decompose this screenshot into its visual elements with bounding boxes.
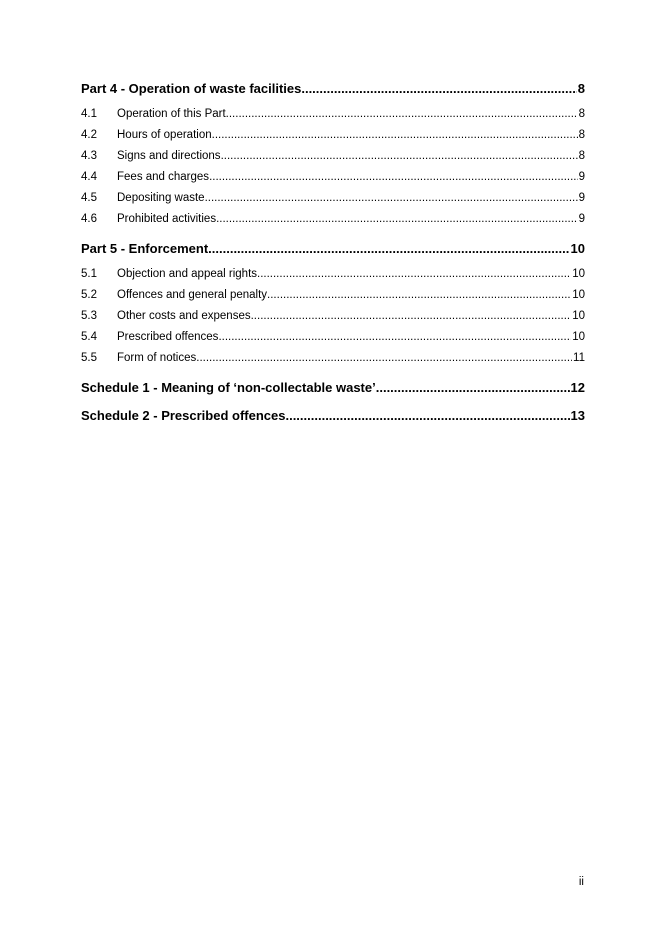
toc-section-part4: [81, 80, 585, 230]
toc-heading-schedule2[interactable]: [81, 407, 585, 425]
toc-entry-number: 4.6: [81, 213, 97, 225]
toc-heading-title: Schedule 1 - Meaning of ‘non-collectable waste’: [81, 380, 376, 395]
dot-leader: [209, 167, 578, 188]
toc-entry-number: 4.2: [81, 129, 97, 141]
toc-entry-number: 4.4: [81, 171, 97, 183]
dot-leader: [267, 285, 571, 306]
dot-leader: [221, 146, 578, 167]
footer-page-number: ii: [578, 876, 584, 888]
toc-entry-title: Fees and charges: [117, 171, 210, 183]
toc-page-number: 9: [578, 192, 585, 204]
toc-entry-number: 4.5: [81, 192, 97, 204]
toc-entry-4-5[interactable]: [81, 188, 585, 209]
toc-entry-number: 4.3: [81, 150, 97, 162]
dot-leader: [208, 240, 569, 258]
toc-page-number: 10: [572, 310, 585, 322]
toc-section-schedule2: [81, 407, 585, 425]
toc-entry-5-5[interactable]: [81, 348, 585, 369]
toc-page-number: 8: [578, 108, 585, 120]
toc-entry-number: 4.1: [81, 108, 97, 120]
toc-page-number: 13: [570, 408, 585, 423]
toc-entry-4-4[interactable]: [81, 167, 585, 188]
toc-page-number: 10: [570, 241, 585, 256]
toc-page-number: 11: [573, 352, 585, 364]
dot-leader: [196, 348, 572, 369]
toc-heading-title: Part 4 - Operation of waste facilities: [81, 81, 302, 96]
table-of-contents: [81, 80, 585, 435]
dot-leader: [216, 209, 578, 230]
toc-section-schedule1: [81, 379, 585, 397]
toc-entry-4-1[interactable]: [81, 104, 585, 125]
toc-entry-title: Other costs and expenses: [117, 310, 251, 322]
dot-leader: [257, 264, 571, 285]
dot-leader: [301, 80, 576, 98]
toc-entry-title: Signs and directions: [117, 150, 221, 162]
toc-entry-5-4[interactable]: [81, 327, 585, 348]
dot-leader: [226, 104, 578, 125]
toc-entry-5-3[interactable]: [81, 306, 585, 327]
toc-heading-title: Part 5 - Enforcement: [81, 241, 209, 256]
toc-heading-part4[interactable]: [81, 80, 585, 98]
toc-entry-number: 5.3: [81, 310, 97, 322]
toc-entry-title: Form of notices: [117, 352, 197, 364]
toc-entry-4-2[interactable]: [81, 125, 585, 146]
dot-leader: [205, 188, 578, 209]
toc-entry-number: 5.2: [81, 289, 97, 301]
toc-heading-schedule1[interactable]: [81, 379, 585, 397]
dot-leader: [251, 306, 572, 327]
toc-page-number: 8: [578, 129, 585, 141]
toc-heading-part5[interactable]: [81, 240, 585, 258]
toc-entry-title: Depositing waste: [117, 192, 205, 204]
toc-page-number: 10: [572, 289, 585, 301]
toc-entry-5-1[interactable]: [81, 264, 585, 285]
toc-page-number: 8: [577, 81, 585, 96]
toc-heading-title: Schedule 2 - Prescribed offences: [81, 408, 286, 423]
toc-entry-title: Hours of operation: [117, 129, 212, 141]
toc-entry-title: Objection and appeal rights: [117, 268, 258, 280]
toc-entry-number: 5.5: [81, 352, 97, 364]
dot-leader: [285, 407, 569, 425]
toc-page-number: 10: [572, 268, 585, 280]
toc-entry-number: 5.4: [81, 331, 97, 343]
toc-page-number: 10: [572, 331, 585, 343]
toc-entry-4-6[interactable]: [81, 209, 585, 230]
toc-entry-title: Prohibited activities: [117, 213, 217, 225]
toc-entry-number: 5.1: [81, 268, 97, 280]
toc-entry-title: Operation of this Part: [117, 108, 226, 120]
toc-entry-4-3[interactable]: [81, 146, 585, 167]
toc-section-part5: [81, 240, 585, 369]
toc-page-number: 12: [570, 380, 585, 395]
toc-page-number: 9: [578, 171, 585, 183]
toc-entry-5-2[interactable]: [81, 285, 585, 306]
toc-entry-title: Prescribed offences: [117, 331, 219, 343]
toc-entry-title: Offences and general penalty: [117, 289, 268, 301]
dot-leader: [376, 379, 570, 397]
toc-page-number: 9: [578, 213, 585, 225]
toc-page-number: 8: [578, 150, 585, 162]
dot-leader: [212, 125, 578, 146]
dot-leader: [218, 327, 571, 348]
